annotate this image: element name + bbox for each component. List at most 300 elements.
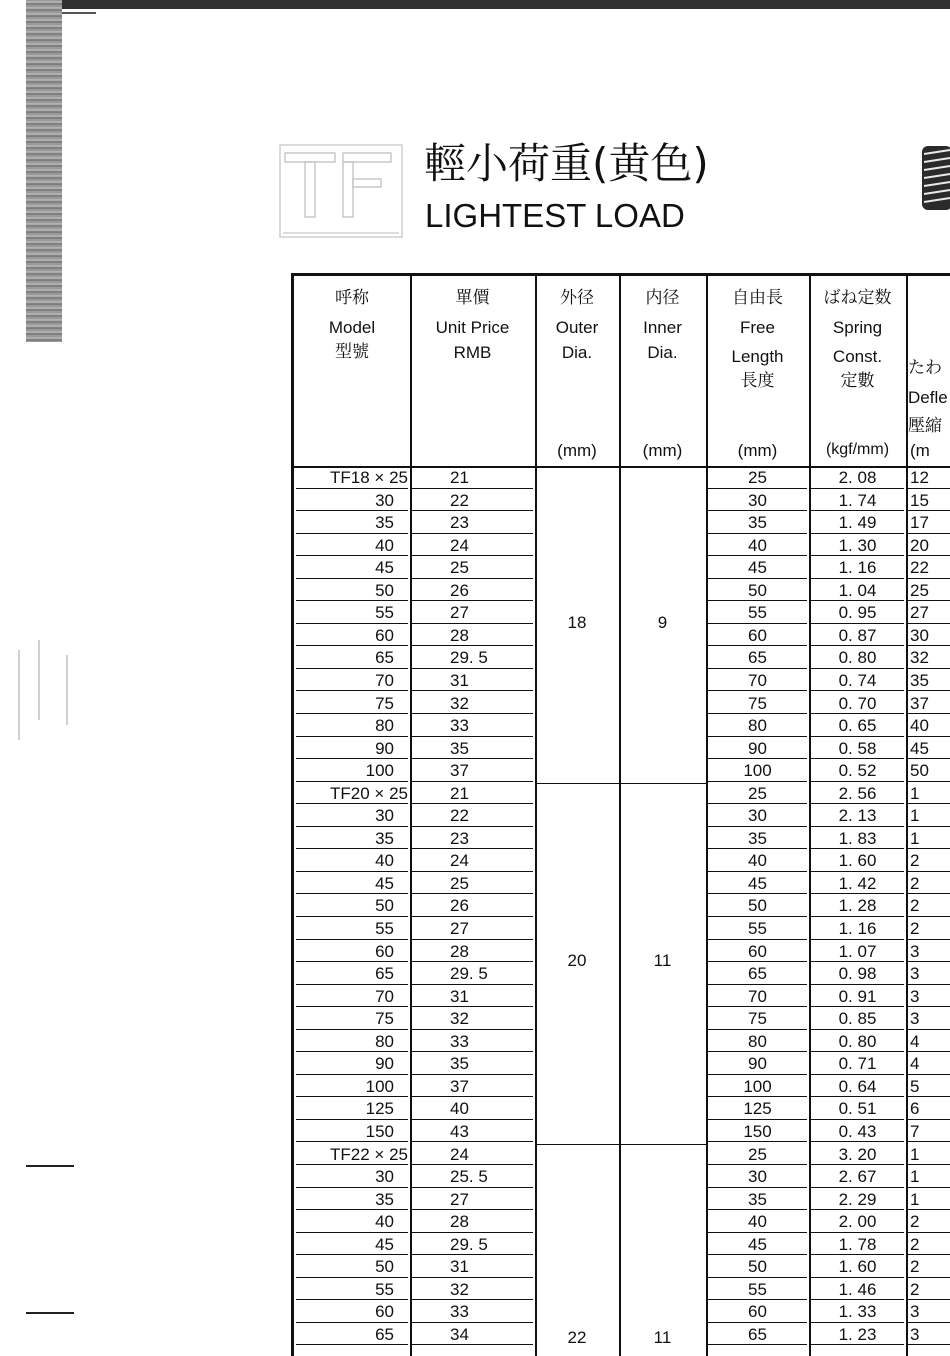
spring-constant-cell: 2. 29 — [838, 1189, 877, 1209]
deflection-cell: 3 — [910, 986, 920, 1006]
outer-dia-cell: 22 — [567, 1327, 587, 1347]
margin-dash — [26, 1312, 74, 1314]
deflection-cell: 4 — [910, 1054, 920, 1074]
row-underline — [412, 939, 533, 940]
row-underline — [296, 803, 408, 804]
row-underline — [908, 961, 950, 962]
row-underline — [296, 984, 408, 985]
row-underline — [412, 1299, 533, 1300]
tf-logo — [279, 143, 403, 239]
unit-deflection: (m — [910, 441, 930, 460]
row-underline — [296, 1119, 408, 1120]
price-cell: 31 — [450, 670, 469, 690]
length-cell: 35 — [748, 828, 767, 848]
row-underline — [708, 781, 807, 782]
row-underline — [708, 713, 807, 714]
spring-constant-cell: 1. 49 — [838, 513, 877, 533]
header-price-cn: 單價 — [455, 288, 490, 308]
row-underline — [412, 736, 533, 737]
row-underline — [708, 1164, 807, 1165]
price-cell: 26 — [450, 580, 469, 600]
header-inner-en: Inner — [643, 318, 682, 337]
row-underline — [412, 1074, 533, 1075]
row-underline — [908, 1029, 950, 1030]
row-underline — [811, 1232, 904, 1233]
spring-constant-cell: 1. 74 — [838, 490, 877, 510]
row-underline — [811, 600, 904, 601]
header-outer-en: Outer — [555, 318, 599, 337]
row-underline — [811, 803, 904, 804]
model-cell: 80 — [375, 1031, 394, 1051]
price-cell: 43 — [450, 1121, 469, 1141]
margin-mark — [66, 655, 68, 725]
table-row — [294, 670, 950, 693]
row-underline — [708, 984, 807, 985]
row-underline — [708, 826, 807, 827]
row-underline — [412, 488, 533, 489]
header-outer — [535, 284, 619, 367]
deflection-cell: 2 — [910, 1257, 920, 1277]
deflection-cell: 1 — [910, 1189, 920, 1209]
header-price-en: Unit Price — [435, 318, 510, 337]
table-row — [294, 580, 950, 603]
length-cell: 60 — [748, 941, 767, 961]
price-cell: 40 — [450, 1099, 469, 1119]
spring-constant-cell: 1. 07 — [838, 941, 877, 961]
model-cell: TF20 × 25 — [330, 783, 408, 803]
row-underline — [412, 1187, 533, 1188]
spring-constant-cell: 0. 80 — [838, 1031, 877, 1051]
length-cell: 150 — [743, 1121, 772, 1141]
table-row — [294, 557, 950, 580]
deflection-cell: 17 — [910, 513, 929, 533]
row-underline — [296, 600, 408, 601]
length-cell: 80 — [748, 1031, 767, 1051]
model-cell: 65 — [375, 964, 394, 984]
row-underline — [412, 961, 533, 962]
row-underline — [412, 555, 533, 556]
length-cell: 45 — [748, 1234, 767, 1254]
row-underline — [811, 1006, 904, 1007]
row-underline — [708, 555, 807, 556]
row-underline — [708, 803, 807, 804]
spring-constant-cell: 0. 87 — [838, 625, 877, 645]
deflection-cell: 1 — [910, 828, 920, 848]
price-cell: 35 — [450, 1054, 469, 1074]
row-underline — [296, 758, 408, 759]
row-underline — [412, 1006, 533, 1007]
price-cell: 29. 5 — [450, 1234, 488, 1254]
row-underline — [708, 578, 807, 579]
table-row — [294, 760, 950, 783]
header-outer-dia: Dia. — [561, 343, 593, 362]
deflection-cell: 2 — [910, 1279, 920, 1299]
header-length-free: Free — [740, 318, 775, 337]
model-cell: 75 — [375, 693, 394, 713]
price-cell: 24 — [450, 1144, 469, 1164]
row-underline — [811, 690, 904, 691]
table-row — [294, 1098, 950, 1121]
row-underline — [708, 758, 807, 759]
model-cell: 55 — [375, 919, 394, 938]
table-row — [294, 1008, 950, 1031]
model-cell: 40 — [375, 535, 394, 555]
row-underline — [708, 668, 807, 669]
row-underline — [296, 1254, 408, 1255]
row-underline — [296, 916, 408, 917]
table-row — [294, 895, 950, 918]
row-underline — [811, 848, 904, 849]
table-row — [294, 738, 950, 761]
row-underline — [908, 736, 950, 737]
row-underline — [908, 1322, 950, 1323]
length-cell: 25 — [748, 468, 767, 487]
row-underline — [811, 1096, 904, 1097]
row-underline — [412, 1029, 533, 1030]
price-cell: 28 — [450, 625, 469, 645]
table-row — [294, 512, 950, 535]
spring-constant-cell: 1. 16 — [838, 919, 877, 938]
row-underline — [908, 533, 950, 534]
header-spring — [809, 284, 906, 396]
deflection-cell: 1 — [910, 1167, 920, 1187]
price-cell: 25 — [450, 873, 469, 893]
row-underline — [908, 645, 950, 646]
row-underline — [296, 1051, 408, 1052]
row-underline — [708, 623, 807, 624]
deflection-cell: 45 — [910, 738, 929, 758]
row-underline — [908, 939, 950, 940]
model-cell: 55 — [375, 603, 394, 623]
row-underline — [708, 939, 807, 940]
deflection-cell: 2 — [910, 1234, 920, 1254]
row-underline — [811, 871, 904, 872]
deflection-cell: 6 — [910, 1099, 920, 1119]
row-underline — [908, 510, 950, 511]
title-chinese: 輕小荷重(黄色) — [424, 139, 709, 188]
row-underline — [811, 623, 904, 624]
model-cell: 35 — [375, 828, 394, 848]
price-cell: 31 — [450, 986, 469, 1006]
table-row — [294, 1211, 950, 1234]
table-row — [294, 715, 950, 738]
spring-constant-cell: 0. 80 — [838, 648, 877, 668]
header-spring-en: Spring — [832, 318, 883, 337]
length-cell: 125 — [743, 1099, 772, 1119]
row-underline — [708, 510, 807, 511]
spring-constant-cell: 1. 04 — [838, 580, 877, 600]
spring-constant-cell: 2. 00 — [838, 1212, 877, 1232]
deflection-cell: 15 — [910, 490, 929, 510]
price-cell: 33 — [450, 1302, 469, 1322]
scan-top-mark — [62, 12, 96, 14]
model-cell: 65 — [375, 1324, 394, 1344]
row-underline — [296, 826, 408, 827]
row-underline — [908, 1006, 950, 1007]
deflection-cell: 22 — [910, 558, 929, 578]
deflection-cell: 1 — [910, 783, 920, 803]
model-cell: 75 — [375, 1009, 394, 1029]
row-underline — [296, 668, 408, 669]
spring-constant-cell: 2. 08 — [838, 468, 877, 487]
deflection-cell: 25 — [910, 580, 929, 600]
deflection-cell: 7 — [910, 1121, 920, 1141]
row-underline — [811, 984, 904, 985]
row-underline — [412, 1164, 533, 1165]
row-underline — [296, 713, 408, 714]
row-underline — [811, 555, 904, 556]
row-underline — [296, 1074, 408, 1075]
price-cell: 33 — [450, 1031, 469, 1051]
header-price-currency: RMB — [453, 343, 492, 362]
table-row — [294, 850, 950, 873]
row-underline — [708, 533, 807, 534]
deflection-cell: 2 — [910, 1212, 920, 1232]
row-underline — [708, 871, 807, 872]
spring-constant-cell: 2. 67 — [838, 1167, 877, 1187]
length-cell: 30 — [748, 490, 767, 510]
row-underline — [708, 1254, 807, 1255]
spring-constant-cell: 0. 95 — [838, 603, 877, 623]
spring-constant-cell: 1. 28 — [838, 896, 877, 916]
model-cell: TF22 × 25 — [330, 1144, 408, 1164]
row-underline — [811, 510, 904, 511]
price-cell: 27 — [450, 919, 469, 938]
row-underline — [412, 533, 533, 534]
row-underline — [412, 1141, 533, 1142]
length-cell: 40 — [748, 535, 767, 555]
model-cell: TF18 × 25 — [330, 468, 408, 487]
table-row — [294, 986, 950, 1009]
row-underline — [296, 1096, 408, 1097]
row-underline — [412, 803, 533, 804]
model-cell: 90 — [375, 1054, 394, 1074]
row-underline — [908, 871, 950, 872]
row-underline — [412, 826, 533, 827]
outer-dia-cell: 18 — [567, 612, 587, 632]
row-underline — [708, 1322, 807, 1323]
price-cell: 31 — [450, 1257, 469, 1277]
row-underline — [412, 1209, 533, 1210]
row-underline — [412, 1322, 533, 1323]
deflection-cell: 2 — [910, 919, 920, 938]
header-model-cn: 呼称 — [335, 288, 369, 308]
row-underline — [412, 713, 533, 714]
spring-constant-cell: 3. 20 — [838, 1144, 877, 1164]
row-underline — [908, 1277, 950, 1278]
model-cell: 35 — [375, 513, 394, 533]
row-underline — [811, 1051, 904, 1052]
price-cell: 35 — [450, 738, 469, 758]
row-underline — [908, 488, 950, 489]
model-cell: 50 — [375, 896, 394, 916]
row-underline — [708, 1096, 807, 1097]
price-cell: 26 — [450, 896, 469, 916]
header-length-en: Length — [731, 347, 784, 366]
row-underline — [908, 1164, 950, 1165]
length-cell: 90 — [748, 738, 767, 758]
row-underline — [908, 1096, 950, 1097]
deflection-cell: 2 — [910, 896, 920, 916]
row-underline — [908, 1051, 950, 1052]
row-underline — [412, 1119, 533, 1120]
price-cell: 32 — [450, 693, 469, 713]
row-underline — [908, 1074, 950, 1075]
row-underline — [811, 758, 904, 759]
row-underline — [708, 1232, 807, 1233]
inner-dia-cell: 11 — [653, 1327, 672, 1347]
row-underline — [708, 1074, 807, 1075]
row-underline — [811, 961, 904, 962]
model-cell: 80 — [375, 716, 394, 736]
row-underline — [296, 690, 408, 691]
row-underline — [811, 668, 904, 669]
price-cell: 21 — [450, 468, 469, 487]
row-underline — [412, 1051, 533, 1052]
scan-top-border — [62, 0, 950, 9]
header-model — [294, 284, 410, 367]
row-underline — [412, 1232, 533, 1233]
row-underline — [296, 961, 408, 962]
row-underline — [296, 578, 408, 579]
row-underline — [811, 1074, 904, 1075]
spring-constant-cell: 1. 60 — [838, 851, 877, 871]
row-underline — [811, 1209, 904, 1210]
row-underline — [811, 1322, 904, 1323]
table-row — [294, 1076, 950, 1099]
header-spring-const: Const. — [832, 347, 883, 366]
row-underline — [811, 893, 904, 894]
title-english: LIGHTEST LOAD — [425, 197, 685, 234]
row-underline — [296, 510, 408, 511]
row-underline — [708, 1029, 807, 1030]
header-length-cn: 長度 — [740, 371, 775, 391]
table-row — [294, 1166, 950, 1189]
table-row — [294, 1121, 950, 1144]
deflection-cell: 2 — [910, 851, 920, 871]
table-row — [294, 693, 950, 716]
row-underline — [412, 510, 533, 511]
price-cell: 25. 5 — [450, 1167, 488, 1187]
row-underline — [908, 984, 950, 985]
length-cell: 65 — [748, 1324, 767, 1344]
length-cell: 50 — [748, 1257, 767, 1277]
row-underline — [708, 690, 807, 691]
length-cell: 90 — [748, 1054, 767, 1074]
row-underline — [811, 1119, 904, 1120]
row-underline — [296, 871, 408, 872]
header-defl-cn: 壓縮 — [908, 416, 942, 436]
row-underline — [908, 1119, 950, 1120]
row-underline — [412, 668, 533, 669]
length-cell: 45 — [748, 558, 767, 578]
row-underline — [908, 781, 950, 782]
row-underline — [811, 781, 904, 782]
row-underline — [811, 826, 904, 827]
header-model-tw: 型號 — [335, 342, 369, 362]
deflection-cell: 5 — [910, 1076, 920, 1096]
deflection-cell: 40 — [910, 716, 929, 736]
deflection-cell: 1 — [910, 806, 920, 826]
row-underline — [811, 1164, 904, 1165]
price-cell: 33 — [450, 716, 469, 736]
row-underline — [296, 1141, 408, 1142]
length-cell: 65 — [748, 648, 767, 668]
length-cell: 60 — [748, 1302, 767, 1322]
model-cell: 60 — [375, 941, 394, 961]
spring-constant-cell: 0. 70 — [838, 693, 877, 713]
unit-spring: (kgf/mm) — [825, 441, 890, 458]
row-underline — [811, 1029, 904, 1030]
row-underline — [811, 1277, 904, 1278]
table-row — [294, 1256, 950, 1279]
row-underline — [908, 848, 950, 849]
unit-length: (mm) — [737, 441, 778, 460]
deflection-cell: 27 — [910, 603, 929, 623]
model-cell: 40 — [375, 851, 394, 871]
row-underline — [412, 623, 533, 624]
deflection-cell: 35 — [910, 670, 929, 690]
spring-constant-cell: 0. 51 — [838, 1099, 877, 1119]
deflection-cell: 4 — [910, 1031, 920, 1051]
price-cell: 32 — [450, 1279, 469, 1299]
row-underline — [296, 1029, 408, 1030]
length-cell: 65 — [748, 964, 767, 984]
row-underline — [708, 1187, 807, 1188]
table-row — [294, 1144, 950, 1167]
spring-constant-cell: 0. 74 — [838, 670, 877, 690]
row-underline — [708, 1277, 807, 1278]
price-cell: 37 — [450, 761, 469, 781]
row-underline — [296, 848, 408, 849]
row-underline — [708, 488, 807, 489]
row-underline — [908, 1254, 950, 1255]
margin-mark — [38, 640, 40, 720]
row-underline — [811, 916, 904, 917]
row-underline — [811, 645, 904, 646]
spring-constant-cell: 0. 91 — [838, 986, 877, 1006]
table-row — [294, 1279, 950, 1302]
inner-dia-cell: 9 — [657, 612, 668, 632]
header-defl-en: Defle — [908, 388, 948, 407]
row-underline — [708, 1141, 807, 1142]
row-underline — [296, 645, 408, 646]
price-cell: 32 — [450, 1009, 469, 1029]
row-underline — [708, 1299, 807, 1300]
row-underline — [811, 1187, 904, 1188]
model-cell: 50 — [375, 1257, 394, 1277]
price-cell: 29. 5 — [450, 648, 488, 668]
row-underline — [296, 1232, 408, 1233]
model-cell: 70 — [375, 670, 394, 690]
row-underline — [296, 488, 408, 489]
model-cell: 60 — [375, 625, 394, 645]
spring-constant-cell: 1. 60 — [838, 1257, 877, 1277]
spring-constant-cell: 0. 52 — [838, 761, 877, 781]
row-underline — [908, 1232, 950, 1233]
length-cell: 30 — [748, 1167, 767, 1187]
price-cell: 29. 5 — [450, 964, 488, 984]
row-underline — [908, 623, 950, 624]
spring-constant-cell: 1. 78 — [838, 1234, 877, 1254]
length-cell: 30 — [748, 806, 767, 826]
row-underline — [412, 600, 533, 601]
table-row — [294, 873, 950, 896]
row-underline — [296, 1322, 408, 1323]
row-underline — [296, 623, 408, 624]
length-cell: 35 — [748, 1189, 767, 1209]
price-cell: 23 — [450, 828, 469, 848]
